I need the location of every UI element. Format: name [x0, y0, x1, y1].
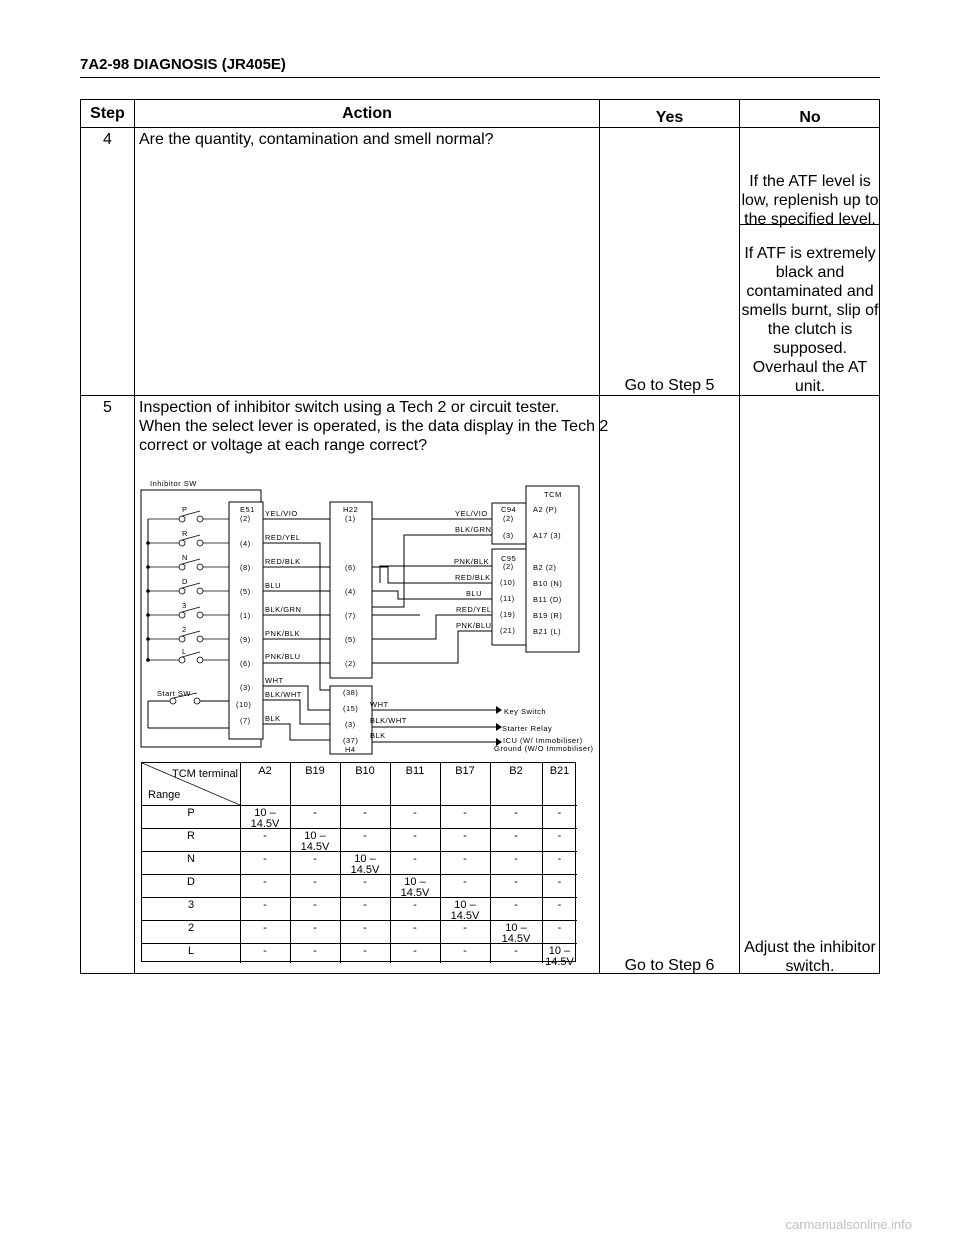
c95-pin: (2): [503, 562, 514, 571]
voltage-cell: -: [413, 807, 417, 819]
voltage-cell: 10 – 14.5V: [545, 945, 574, 968]
tcm-pin: B2 (2): [533, 563, 557, 572]
wire-label: YEL/VIO: [265, 509, 298, 518]
e51-pin: (9): [240, 635, 251, 644]
output-label: ICU (W/ Immobiliser): [503, 736, 583, 745]
switch-letter: P: [182, 505, 188, 514]
voltage-cell: -: [413, 922, 417, 934]
range-label: N: [187, 853, 195, 865]
switch-letter: 3: [182, 601, 187, 610]
h22-title: H22: [343, 505, 359, 514]
voltage-cell: -: [557, 922, 562, 934]
voltage-cell: -: [413, 945, 417, 957]
output-label: Starter Relay: [502, 724, 553, 733]
column-header: B10: [355, 765, 375, 777]
voltage-cell: -: [363, 922, 367, 934]
table-gridline: [142, 851, 577, 852]
page-header: 7A2-98 DIAGNOSIS (JR405E): [80, 56, 286, 73]
h22-pin: (1): [345, 514, 356, 523]
range-label: L: [187, 945, 195, 957]
switch-letter: 2: [182, 625, 187, 634]
column-header: B11: [405, 765, 425, 777]
voltage-cell: 10 – 14.5V: [250, 807, 280, 830]
c95-pin: (19): [500, 610, 516, 619]
voltage-cell: -: [313, 807, 317, 819]
wire-label: PNK/BLK: [454, 557, 490, 566]
h22-pin: (2): [345, 659, 356, 668]
switch-letter: D: [182, 577, 188, 586]
h22-pin: (5): [345, 635, 356, 644]
wire-label: BLK/GRN: [455, 525, 492, 534]
voltage-cell: -: [263, 830, 267, 842]
output-label: Ground (W/O Immobiliser): [494, 744, 594, 753]
step-5-action: Inspection of inhibitor switch using a Tech 2 or circuit tester. When the select lever is operated, is the data display in the Tech 2 correct or voltage at each range correct?: [139, 399, 609, 454]
voltage-cell: -: [463, 807, 467, 819]
table-gridline: [142, 920, 577, 921]
tcm-pin: B19 (R): [533, 611, 563, 620]
voltage-cell: -: [463, 876, 467, 888]
step-4-number: 4: [103, 131, 112, 148]
voltage-cell: -: [557, 853, 562, 865]
h4-pin: (15): [343, 704, 359, 713]
column-header: B21: [549, 765, 570, 777]
e51-pin: (8): [240, 563, 251, 572]
wire-label: PNK/BLK: [265, 629, 301, 638]
wire-label: BLK: [370, 731, 386, 740]
voltage-cell: -: [514, 830, 518, 842]
tcm-pin: B10 (N): [533, 579, 563, 588]
tcm-pin: A2 (P): [533, 505, 558, 514]
voltage-cell: -: [514, 876, 518, 888]
voltage-cell: 10 – 14.5V: [501, 922, 531, 945]
range-label: 3: [187, 899, 195, 911]
voltage-cell: -: [363, 807, 367, 819]
range-label: R: [187, 830, 195, 842]
corner-bottom-label: Range: [148, 789, 181, 801]
col-action-header: Action: [342, 105, 392, 122]
h4-pin: (37): [343, 736, 359, 745]
tcm-pin: A17 (3): [533, 531, 562, 540]
wire-label: BLK/WHT: [265, 690, 302, 699]
e51-pin: (7): [240, 716, 251, 725]
wire-label: WHT: [265, 676, 284, 685]
switch-letter: R: [182, 529, 188, 538]
column-header: B17: [455, 765, 475, 777]
inhibitor-sw-label: Inhibitor SW: [150, 479, 197, 488]
step-4-no-1: If the ATF level is low, replenish up to the specified level.: [741, 173, 879, 228]
output-label: Key Switch: [504, 707, 547, 716]
e51-pin: (2): [240, 514, 251, 523]
wire-label: BLK: [265, 714, 281, 723]
h22-pin: (4): [345, 587, 356, 596]
switch-letter: L: [182, 647, 187, 656]
c95-pin: (11): [500, 594, 515, 603]
wire-label: BLK/WHT: [370, 716, 407, 725]
voltage-cell: -: [363, 899, 367, 911]
voltage-cell: -: [463, 853, 467, 865]
voltage-cell: -: [313, 899, 317, 911]
wire-label: BLU: [466, 589, 483, 598]
step-4-yes: Go to Step 5: [624, 377, 715, 394]
voltage-cell: 10 – 14.5V: [350, 853, 380, 876]
wire-label: BLK/GRN: [265, 605, 302, 614]
step-5-yes: Go to Step 6: [624, 957, 715, 974]
table-gridline: [142, 805, 577, 806]
h22-pin: (7): [345, 611, 356, 620]
voltage-cell: -: [263, 945, 267, 957]
h4-title: H4: [345, 745, 356, 754]
voltage-cell: -: [557, 876, 562, 888]
c94-title: C94: [501, 505, 517, 514]
wire-label: YEL/VIO: [455, 509, 488, 518]
wire-label: RED/YEL: [456, 605, 492, 614]
col-step-header: Step: [90, 105, 125, 122]
start-sw-label: Start SW: [157, 689, 192, 698]
c94-pin: (2): [503, 514, 514, 523]
voltage-cell: -: [413, 899, 417, 911]
wire-label: PNK/BLU: [265, 652, 301, 661]
voltage-cell: -: [263, 899, 267, 911]
tcm-pin: B21 (L): [533, 627, 562, 636]
voltage-cell: -: [313, 876, 317, 888]
tcm-title: TCM: [544, 490, 562, 499]
switch-letter: N: [182, 553, 188, 562]
step-5-number: 5: [103, 399, 112, 416]
tcm-pin: B11 (D): [533, 595, 562, 604]
c94-pin: (3): [503, 531, 514, 540]
column-header: B2: [509, 765, 523, 777]
voltage-cell: -: [514, 899, 518, 911]
voltage-cell: -: [263, 922, 267, 934]
step-4-action: Are the quantity, contamination and smell normal?: [139, 131, 494, 148]
range-voltage-table: [141, 762, 576, 968]
step-4-no-2: If ATF is extremely black and contaminated and smells burnt, slip of the clutch is supposed. Overhaul the AT unit.: [741, 245, 879, 395]
voltage-cell: -: [413, 853, 417, 865]
range-label: D: [187, 876, 195, 888]
range-label: P: [187, 807, 195, 819]
voltage-cell: 10 – 14.5V: [300, 830, 330, 853]
voltage-cell: -: [313, 945, 317, 957]
voltage-cell: -: [557, 830, 562, 842]
voltage-cell: -: [363, 876, 367, 888]
voltage-cell: -: [413, 830, 417, 842]
voltage-cell: 10 – 14.5V: [450, 899, 480, 922]
e51-pin: (10): [236, 700, 252, 709]
col-no-header: No: [799, 109, 821, 126]
h4-pin: (38): [343, 688, 359, 697]
e51-pin: (3): [240, 683, 251, 692]
e51-pin: (6): [240, 659, 251, 668]
e51-title: E51: [240, 505, 255, 514]
e51-pin: (1): [240, 611, 251, 620]
column-header: A2: [258, 765, 272, 777]
voltage-cell: -: [463, 922, 467, 934]
voltage-cell: -: [363, 830, 367, 842]
table-gridline: [142, 897, 577, 898]
voltage-cell: -: [514, 807, 518, 819]
step-5-no: Adjust the inhibitor switch.: [744, 939, 876, 975]
column-header: B19: [305, 765, 325, 777]
voltage-cell: -: [463, 830, 467, 842]
voltage-cell: -: [463, 945, 467, 957]
c95-title: C95: [501, 554, 517, 563]
col-yes-header: Yes: [655, 109, 684, 126]
wire-label: RED/BLK: [265, 557, 301, 566]
e51-pin: (5): [240, 587, 251, 596]
voltage-cell: -: [263, 876, 267, 888]
voltage-cell: -: [363, 945, 367, 957]
range-label: 2: [187, 922, 195, 934]
corner-top-label: TCM terminal: [172, 768, 239, 780]
voltage-cell: -: [557, 807, 562, 819]
voltage-cell: 10 – 14.5V: [400, 876, 430, 899]
wire-label: PNK/BLU: [456, 621, 492, 630]
wire-label: RED/BLK: [455, 573, 491, 582]
wire-label: RED/YEL: [265, 533, 301, 542]
h4-pin: (3): [345, 720, 356, 729]
table-gridline: [142, 828, 577, 829]
c95-pin: (21): [500, 626, 516, 635]
voltage-cell: -: [514, 945, 518, 957]
voltage-cell: -: [514, 853, 518, 865]
voltage-cell: -: [313, 922, 317, 934]
voltage-cell: -: [313, 853, 317, 865]
voltage-cell: -: [263, 853, 267, 865]
e51-pin: (4): [240, 539, 251, 548]
wire-label: BLU: [265, 581, 282, 590]
voltage-cell: -: [557, 899, 562, 911]
c95-pin: (10): [500, 578, 516, 587]
h22-pin: (6): [345, 563, 356, 572]
watermark: carmanualsonline.info: [785, 1217, 912, 1232]
wire-label: WHT: [370, 700, 389, 709]
